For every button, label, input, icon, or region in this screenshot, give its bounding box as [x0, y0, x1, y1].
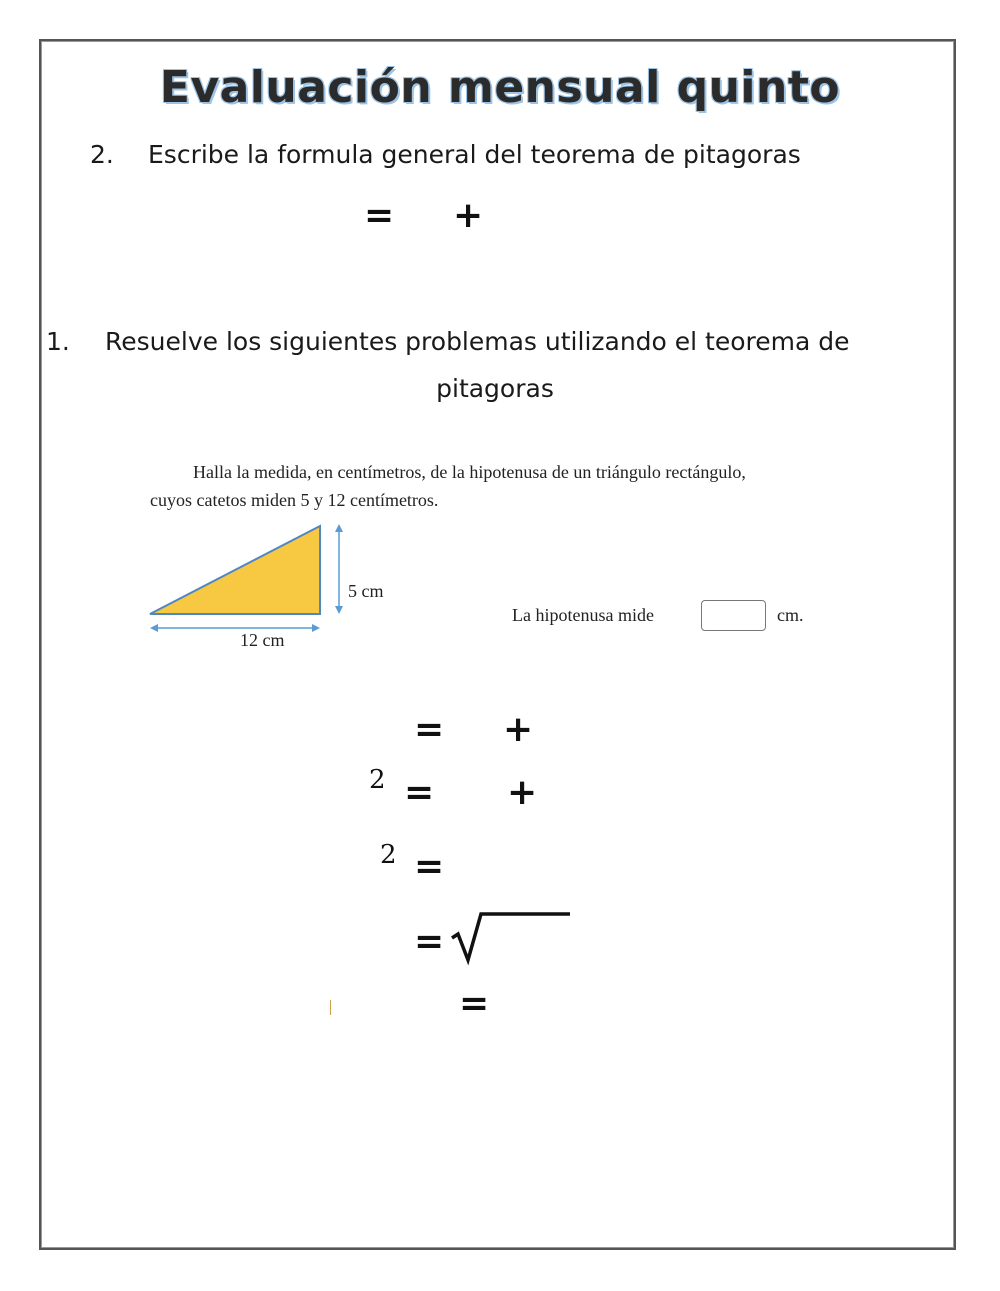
formula-plus: +	[453, 195, 484, 236]
problem-line-1: Halla la medida, en centímetros, de la hipotenusa de un triángulo rectángulo,	[193, 462, 746, 482]
problem-line-2: cuyos catetos miden 5 y 12 centímetros.	[150, 490, 439, 510]
answer-prefix: La hipotenusa mide	[512, 605, 654, 625]
work-row1-equals: =	[414, 709, 445, 750]
question-1-text-line1: Resuelve los siguientes problemas utilizando el teorema de	[105, 327, 850, 356]
question-1-text-line2: pitagoras	[436, 374, 554, 403]
hypotenuse-answer-input[interactable]	[701, 600, 766, 631]
question-2-text: Escribe la formula general del teorema de pitagoras	[148, 140, 801, 169]
work-row1-plus: +	[503, 709, 534, 750]
work-row2-exponent: 2	[369, 765, 386, 795]
arrow-up-icon	[335, 524, 343, 532]
formula-equals: =	[364, 195, 395, 236]
work-row3-exponent: 2	[380, 840, 397, 870]
right-triangle-figure	[140, 520, 360, 640]
work-row3-equals: =	[414, 846, 445, 887]
work-row2-equals: =	[404, 772, 435, 813]
arrow-right-icon	[312, 624, 320, 632]
arrow-left-icon	[150, 624, 158, 632]
work-row4-equals: =	[414, 921, 445, 962]
square-root-icon	[448, 908, 574, 966]
triangle-shape	[150, 526, 320, 614]
work-row2-plus: +	[507, 772, 538, 813]
arrow-down-icon	[335, 606, 343, 614]
horizontal-label: 12 cm	[240, 630, 285, 650]
question-1-number: 1.	[46, 327, 70, 356]
text-cursor-mark	[330, 1000, 331, 1015]
work-row5-equals: =	[459, 983, 490, 1024]
question-2-number: 2.	[90, 140, 114, 169]
page-title: Evaluación mensual quinto	[159, 62, 841, 113]
answer-unit: cm.	[777, 605, 804, 625]
page-border	[39, 39, 956, 1250]
vertical-label: 5 cm	[348, 581, 384, 601]
